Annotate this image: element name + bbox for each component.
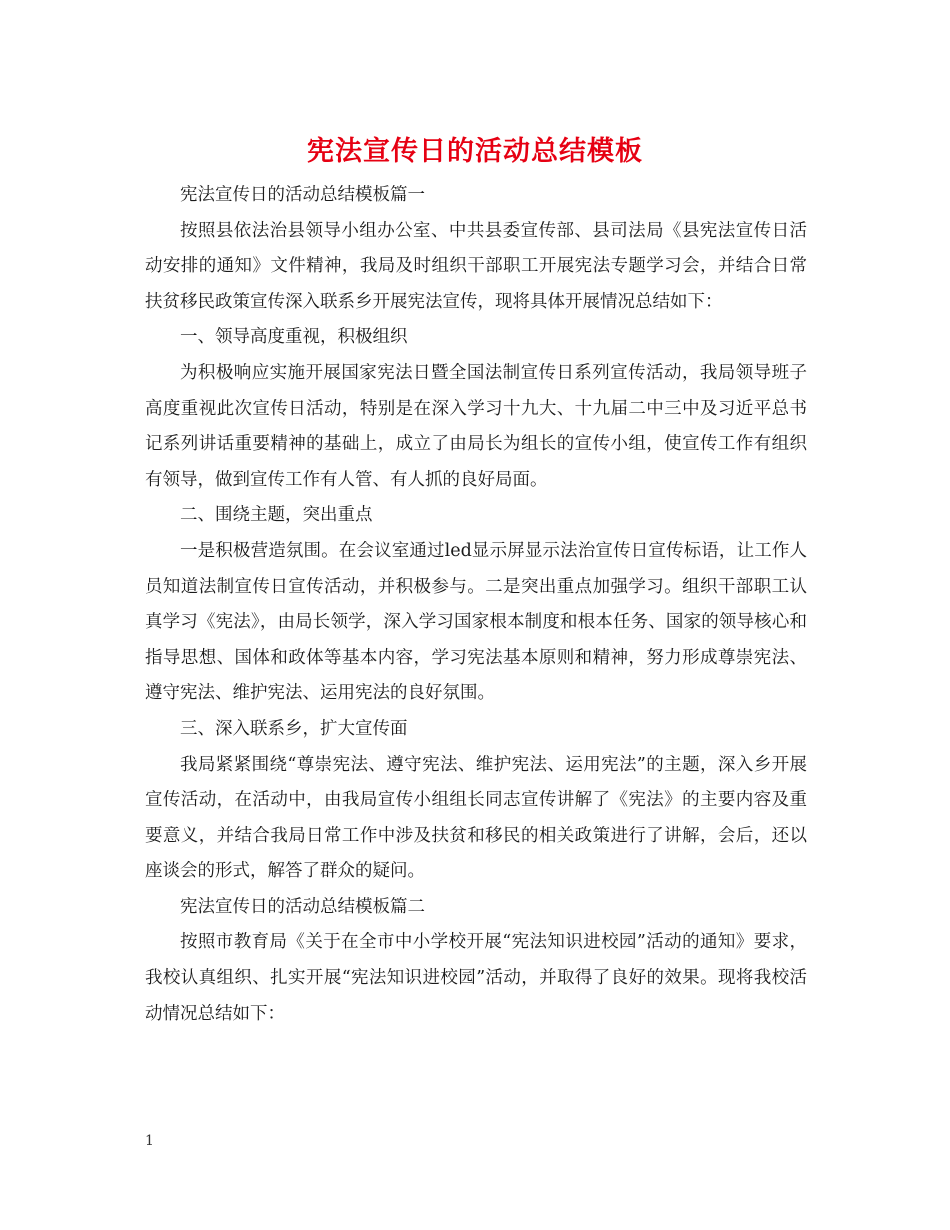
document-title: 宪法宣传日的活动总结模板: [307, 136, 643, 167]
section-heading-leadership: 一、领导高度重视，积极组织: [180, 327, 408, 348]
body-paragraph: 我局紧紧围绕“尊崇宪法、遵守宪法、维护宪法、运用宪法”的主题，深入乡开展宣传活动，在活动中，由我局宣传小组组长同志宣传讲解了《宪法》的主要内容及重要意义，并结合我局日常工作中涉及扶贫和移民的相关政策进行了讲解，会后，还以座谈会的形式，解答了群众的疑问。: [145, 754, 807, 882]
section-heading-part-one: 宪法宣传日的活动总结模板篇一: [180, 185, 425, 205]
body-paragraph: 按照县依法治县领导小组办公室、中共县委宣传部、县司法局《县宪法宣传日活动安排的通知》文件精神，我局及时组织干部职工开展宪法专题学习会，并结合日常扶贫移民政策宣传深入联系乡开展宪法宣传，现将具体开展情况总结如下：: [145, 220, 807, 312]
page-number: 1: [145, 1133, 154, 1149]
section-heading-focus: 二、围绕主题，突出重点: [180, 505, 373, 526]
section-heading-part-two: 宪法宣传日的活动总结模板篇二: [180, 896, 425, 917]
body-paragraph: 按照市教育局《关于在全市中小学校开展“宪法知识进校园”活动的通知》要求，我校认真组织、扎实开展“宪法知识进校园”活动，并取得了良好的效果。现将我校活动情况总结如下：: [145, 932, 807, 1024]
section-heading-outreach: 三、深入联系乡，扩大宣传面: [180, 718, 408, 739]
body-paragraph: 为积极响应实施开展国家宪法日暨全国法制宣传日系列宣传活动，我局领导班子高度重视此次宣传日活动，特别是在深入学习十九大、十九届二中三中及习近平总书记系列讲话重要精神的基础上，成立了由局长为组长的宣传小组，使宣传工作有组织有领导，做到宣传工作有人管、有人抓的良好局面。: [145, 362, 807, 490]
body-paragraph: 一是积极营造氛围。在会议室通过led显示屏显示法治宣传日宣传标语，让工作人员知道法制宣传日宣传活动，并积极参与。二是突出重点加强学习。组织干部职工认真学习《宪法》，由局长领学，深入学习国家根本制度和根本任务、国家的领导核心和指导思想、国体和政体等基本内容，学习宪法基本原则和精神，努力形成尊崇宪法、遵守宪法、维护宪法、运用宪法的良好氛围。: [145, 540, 807, 704]
document-body: [145, 178, 807, 1032]
